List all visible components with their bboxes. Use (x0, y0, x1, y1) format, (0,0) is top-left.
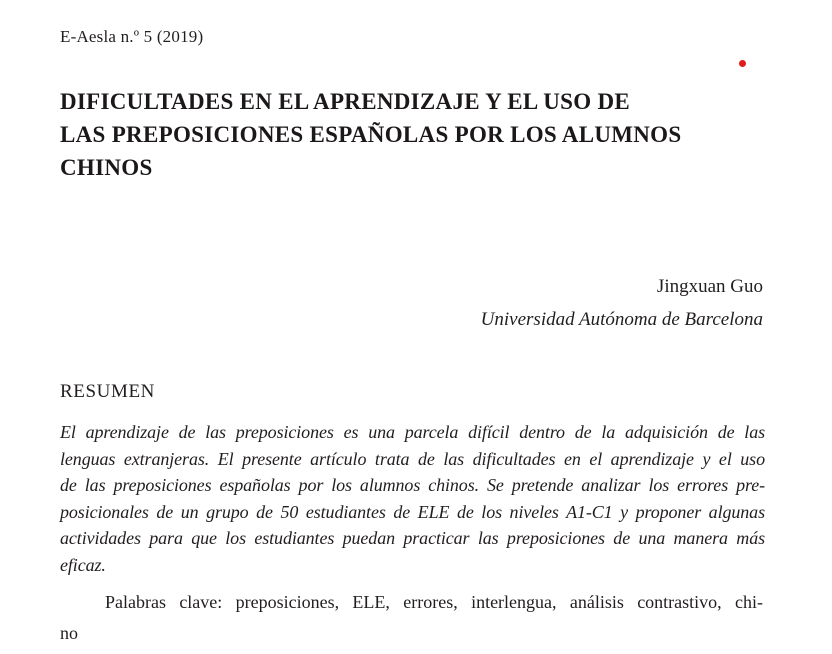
paper-title (60, 85, 766, 184)
author-block (60, 270, 763, 336)
red-dot-marker (739, 60, 746, 67)
abstract-line-4: posicionales de un grupo de 50 estudiantes de ELE de los niveles A1-C1 y proponer algunas (60, 501, 765, 522)
abstract-line-6: eficaz. (60, 554, 106, 575)
abstract-line-1: El aprendizaje de las preposiciones es una parcela difícil dentro de la adquisición de las (60, 422, 765, 442)
abstract-line-5: actividades para que los estudiantes puedan practicar las preposiciones de una manera más (60, 528, 765, 548)
keywords-line-2: no (60, 623, 78, 643)
paper-title-line-1: DIFICULTADES EN EL APRENDIZAJE Y EL USO DE (60, 89, 631, 114)
abstract-line-2: lenguas extranjeras. El presente artículo trata de las dificultades en el aprendizaje y el uso (60, 448, 765, 469)
paper-title-line-2: LAS PREPOSICIONES ESPAÑOLAS POR LOS ALUMNOS (60, 122, 682, 147)
journal-issue-header: E-Aesla n.º 5 (2019) (60, 27, 204, 46)
author-name: Jingxuan Guo (656, 276, 763, 297)
keywords-block (60, 587, 763, 649)
keywords-line-1: Palabras clave: preposiciones, ELE, errores, interlengua, análisis contrastivo, chi- (105, 592, 763, 612)
paper-title-line-3: CHINOS (60, 155, 153, 180)
abstract-heading: RESUMEN (60, 381, 155, 402)
author-affiliation: Universidad Autónoma de Barcelona (480, 309, 763, 330)
abstract-line-3: de las preposiciones españolas por los alumnos chinos. Se pretende analizar los errores pre- (60, 475, 765, 495)
abstract-text (60, 419, 765, 578)
